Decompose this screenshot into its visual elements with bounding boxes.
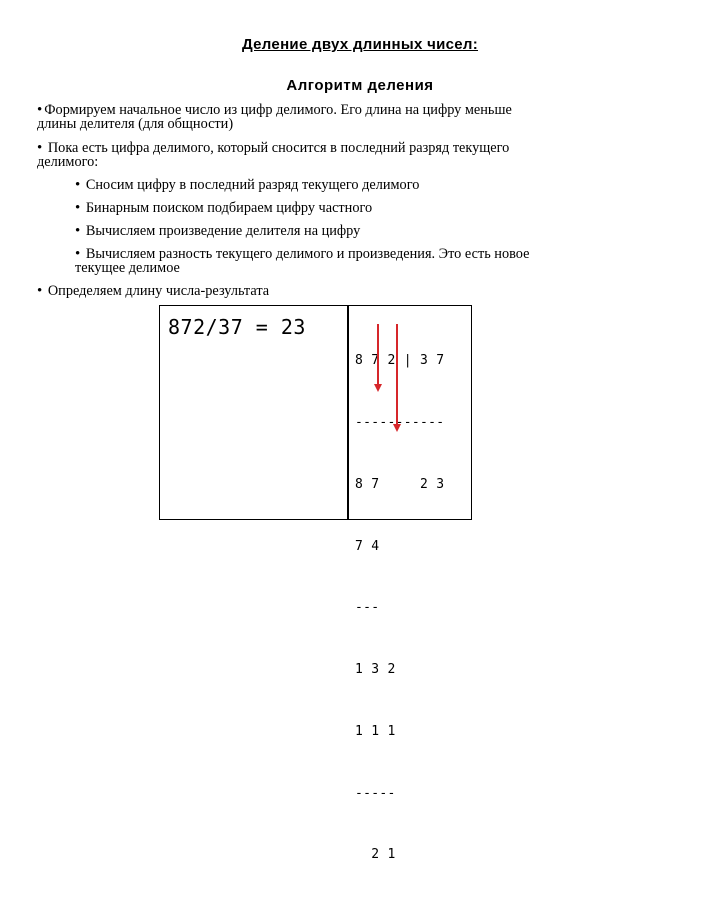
division-row: 1 1 1 bbox=[355, 723, 396, 739]
bullet-item bbox=[37, 142, 509, 156]
bullet-text-cont: делимого: bbox=[37, 154, 99, 170]
bullet-dot-icon: • bbox=[37, 102, 43, 118]
bullet-text: Вычисляем разность текущего делимого и произведения. Это есть новое bbox=[85, 246, 530, 262]
division-row: ----- bbox=[355, 785, 396, 801]
bullet-text: Бинарным поиском подбираем цифру частного bbox=[85, 200, 373, 216]
bullet-dot-icon: • bbox=[75, 246, 81, 262]
bullet-dot-icon: • bbox=[37, 283, 43, 299]
sub-bullet-item bbox=[75, 202, 372, 216]
bullet-text: Сносим цифру в последний разряд текущего делимого bbox=[85, 177, 420, 193]
division-formula: 872/37 = 23 bbox=[168, 315, 306, 339]
bullet-text: Формируем начальное число из цифр делимого. Его длина на цифру меньше bbox=[44, 102, 512, 118]
bullet-text: Определяем длину числа-результата bbox=[47, 283, 270, 299]
division-row: 8 7 2 3 bbox=[355, 476, 445, 492]
division-row: --- bbox=[355, 600, 380, 616]
division-row: 2 1 bbox=[355, 847, 396, 863]
bullet-dot-icon: • bbox=[75, 200, 81, 216]
sub-bullet-item bbox=[75, 179, 419, 193]
section-subtitle: Алгоритм деления bbox=[286, 77, 434, 94]
page-title: Деление двух длинных чисел: bbox=[241, 36, 479, 53]
bullet-dot-icon: • bbox=[75, 223, 81, 239]
division-row: ----------- bbox=[355, 414, 445, 430]
division-row: 7 4 bbox=[355, 538, 380, 554]
division-row: 1 3 2 bbox=[355, 662, 396, 678]
bullet-item bbox=[37, 285, 269, 299]
bullet-dot-icon: • bbox=[37, 140, 43, 156]
bullet-text-cont: текущее делимое bbox=[75, 260, 180, 276]
bullet-text-cont: длины делителя (для общности) bbox=[37, 116, 234, 132]
sub-bullet-item bbox=[75, 225, 360, 239]
bullet-text: Вычисляем произведение делителя на цифру bbox=[85, 223, 361, 239]
division-example-box bbox=[159, 305, 472, 863]
bullet-dot-icon: • bbox=[75, 177, 81, 193]
bullet-text: Пока есть цифра делимого, который сносится в последний разряд текущего bbox=[47, 140, 510, 156]
bring-down-arrows bbox=[160, 306, 473, 521]
division-row: 8 7 2 | 3 7 bbox=[355, 353, 445, 369]
